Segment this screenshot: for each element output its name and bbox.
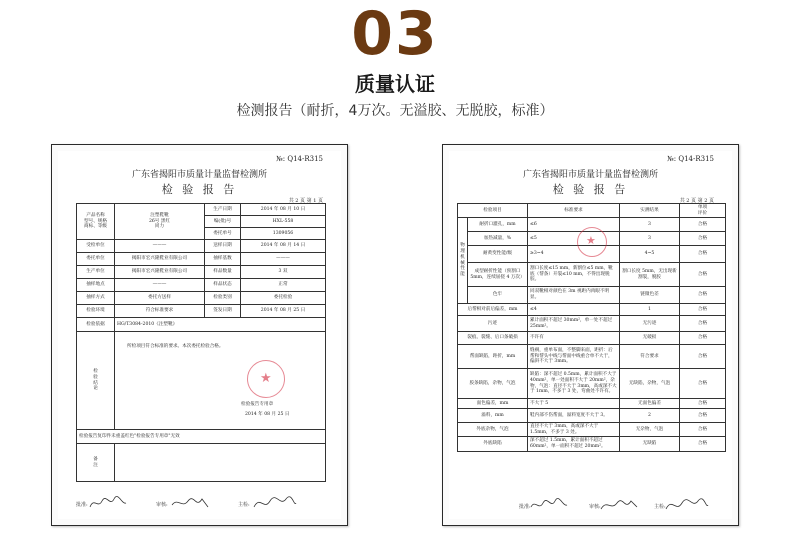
col-header-result: 实测结果 (620, 204, 680, 218)
eval-cell: 合格 (680, 437, 726, 452)
inspected-label: 受检单位 (77, 240, 115, 253)
inspection-stamp (247, 360, 285, 398)
result-cell: 无缺陷 (620, 437, 680, 452)
eval-cell: 合格 (680, 332, 726, 345)
eval-cell: 合格 (680, 409, 726, 423)
table-row (458, 409, 726, 423)
eval-cell: 合格 (680, 423, 726, 437)
issuing-organization: 广东省揭阳市质量计量监督检测所 (131, 170, 267, 180)
result-cell: 3 (620, 232, 680, 246)
item-cell: 加热减量，% (468, 232, 528, 246)
basis-value: HG/T3084-2010《注塑靴》 (115, 318, 326, 332)
eval-cell: 合格 (680, 345, 726, 369)
report-number: №: Q14-R315 (276, 155, 323, 163)
table-row (458, 332, 726, 345)
table-row (458, 399, 726, 409)
item-cell: 耐折口灌孔，mm (468, 218, 528, 232)
sampling-method-label: 抽样方式 (77, 292, 115, 305)
page-indicator: 共 2 页 第 2 页 (679, 198, 714, 204)
section-number: 03 (351, 0, 439, 69)
maker-label: 生产单位 (77, 266, 115, 279)
sample-date-label: 送样日期 (205, 240, 241, 253)
table-row (458, 369, 726, 399)
site-label: 抽样地点 (77, 279, 115, 292)
item-cell: 面色偏差，mm (458, 399, 528, 409)
remarks-value (115, 444, 326, 482)
env-value: 符合标准要求 (115, 305, 205, 318)
sample-state: 正常 (241, 279, 326, 292)
item-cell: 裂痕、裂缝、后口条破损 (458, 332, 528, 345)
requirement-cell: 累计面积不超过 30mm²，单一处不超过 25mm²。 (528, 316, 620, 332)
requirement-cell: 深不超过 1.5mm，累计面积不超过 60mm²，单一面积不超过 20mm²。 (528, 437, 620, 452)
result-cell: 无面色偏差 (620, 399, 680, 409)
item-cell: 外底杂物，气泡 (458, 423, 528, 437)
conclusion-label: 检 验 结 论 (77, 332, 115, 430)
eval-cell: 合格 (680, 304, 726, 316)
result-cell: 符合要求 (620, 345, 680, 369)
report-title: 检 验 报 告 (552, 183, 629, 196)
requirement-cell: ≤5 (528, 232, 620, 246)
sample-qty: 3 双 (241, 266, 326, 279)
report-number: №: Q14-R315 (667, 155, 714, 163)
requirement-cell: 同双靴相对颜色在 3m 视距内肉眼不明显。 (528, 287, 620, 304)
result-cell: 无缺陷，杂物，气泡 (620, 369, 680, 399)
col-header-requirement: 标准要求 (528, 204, 620, 218)
requirement-cell: 割口长度≤15 mm，新割位≤5 mm，靴底（帮条）开裂≤10 mm，不得出现脱胶。 (528, 263, 620, 287)
eval-cell: 合格 (680, 218, 726, 232)
eval-cell: 合格 (680, 232, 726, 246)
requirement-cell: 鞋内部不伤帮面，溢料宽度不大于 3。 (528, 409, 620, 423)
stamp-text: 检验报告专用章 (241, 402, 274, 407)
eval-cell: 合格 (680, 263, 726, 287)
product-value: 注塑鞋靴 26号 黑红 同力 (115, 204, 205, 240)
result-cell: 4~5 (620, 246, 680, 263)
copy-notice: 检验报告复印件未重盖红色"检验报告专用章"无效 (77, 430, 326, 444)
prod-date: 2014 年 08 月 10 日 (241, 204, 326, 216)
section-subtitle: 检测报告（耐折，4万次。无溢胶、无脱胶，标准） (236, 103, 554, 119)
stamp-date: 2014 年 08 月 25 日 (245, 412, 290, 417)
table-row (458, 423, 726, 437)
inspected-value: ——— (115, 240, 205, 253)
product-label: 产品名称 型号、规格 商标、等级 (77, 204, 115, 240)
result-cell: 无污迹 (620, 316, 680, 332)
table-row (458, 345, 726, 369)
basis-label: 检验依据 (77, 318, 115, 332)
prod-date-label: 生产日期 (205, 204, 241, 216)
report-page-1 (51, 144, 348, 526)
result-cell: 无破损 (620, 332, 680, 345)
site-value: ——— (115, 279, 205, 292)
item-cell: 溢料，mm (458, 409, 528, 423)
result-cell: 割口长度 5mm，无出现新割裂，脱胶 (620, 263, 680, 287)
reviewer-label: 审核: (589, 504, 601, 510)
entrust-no-label: 委托单号 (205, 228, 241, 240)
col-header-eval: 单项 评价 (680, 204, 726, 218)
requirement-cell: 直径不大于 3mm，高或深不大于 1.5mm，不多于 3 处。 (528, 423, 620, 437)
eval-cell: 合格 (680, 316, 726, 332)
group-label: 物 理 机 械 性 能 (458, 218, 468, 304)
report-title: 检 验 报 告 (161, 183, 238, 196)
sample-qty-label: 样品数量 (205, 266, 241, 279)
client-label: 委托单位 (77, 253, 115, 266)
requirement-cell: ≤6 (528, 218, 620, 232)
table-row (458, 316, 726, 332)
approver-label: 批准: (519, 504, 531, 510)
table-row (458, 437, 726, 452)
test-type: 委托检验 (241, 292, 326, 305)
table-row (458, 287, 726, 304)
sampling-method: 委托方送样 (115, 292, 205, 305)
result-cell: 2 (620, 409, 680, 423)
sample-state-label: 样品状态 (205, 279, 241, 292)
inspection-stamp (577, 227, 607, 257)
requirement-cell: 缝裥，重单布面，不整脚来面，距折：后帮和帮头中线与帮面中线重合单不大于，偏斜不大于 3mm。 (528, 345, 620, 369)
approver-signature (529, 497, 569, 513)
table-row (458, 304, 726, 316)
tester-label: 主检: (238, 502, 250, 508)
env-label: 检验环境 (77, 305, 115, 318)
approver-signature (88, 495, 128, 511)
requirement-cell: 不大于 5 (528, 399, 620, 409)
client-value: 揭阳市宏兴隆鞋业有限公司 (115, 253, 205, 266)
tester-signature (664, 497, 710, 513)
item-cell: 耐黄变性能/级 (468, 246, 528, 263)
reviewer-label: 审核: (156, 502, 168, 508)
stamp-star-icon: ★ (260, 371, 272, 386)
maker-value: 揭阳市宏兴隆鞋业有限公司 (115, 266, 205, 279)
item-cell: 帮面缺陷，距折，mm (458, 345, 528, 369)
eval-cell: 合格 (680, 246, 726, 263)
item-cell: 后帮相对前后偏差，mm (458, 304, 528, 316)
result-cell: 1 (620, 304, 680, 316)
reviewer-signature (599, 497, 639, 513)
conclusion-text: 所检项目符合标准的要求。本次委托检验合格。 (127, 344, 224, 349)
item-cell: 外底缺陷 (458, 437, 528, 452)
test-type-label: 检验类别 (205, 292, 241, 305)
requirement-cell: 缺陷：深不超过 0.5mm，累计面积不大于 40mm²，单一处面积不大于 20mm²，杂物，气泡：直径不大于 3mm，高或深不大于 1mm，不多于 3 处，弯曲处不许有。 (528, 369, 620, 399)
eval-cell: 合格 (680, 369, 726, 399)
stamp-star-icon: ★ (586, 234, 596, 247)
eval-cell: 合格 (680, 399, 726, 409)
sampling-base: ——— (241, 253, 326, 266)
sample-date: 2014 年 08 月 14 日 (241, 240, 326, 253)
requirement-cell: ≤4 (528, 304, 620, 316)
requirement-cell: 不许有 (528, 332, 620, 345)
tester-signature (252, 495, 298, 511)
requirement-cell: ≥3~4 (528, 246, 620, 263)
approver-label: 批准: (76, 502, 88, 508)
entrust-no: 1309056 (241, 228, 326, 240)
eval-cell: 合格 (680, 287, 726, 304)
result-cell: 无杂物，气泡 (620, 423, 680, 437)
issuing-organization: 广东省揭阳市质量计量监督检测所 (522, 170, 658, 180)
issue-date-label: 签发日期 (205, 305, 241, 318)
tester-label: 主检: (654, 504, 666, 510)
item-cell: 成型耐折性能（预割口 5mm，连续屈挠 4 万次） (468, 263, 528, 287)
table-row (458, 263, 726, 287)
report-page-2 (442, 144, 739, 526)
item-cell: 色牢 (468, 287, 528, 304)
issue-date: 2014 年 08 月 25 日 (241, 305, 326, 318)
result-cell: 链微色差 (620, 287, 680, 304)
col-header-item: 检验项目 (458, 204, 528, 218)
item-cell: 污迹 (458, 316, 528, 332)
serial-value: HXL-558 (241, 216, 326, 228)
serial-label: 编(批)号 (205, 216, 241, 228)
report-info-table (76, 203, 326, 482)
section-title: 质量认证 (355, 72, 435, 96)
sampling-base-label: 抽样基数 (205, 253, 241, 266)
remarks-label: 备 注 (77, 444, 115, 482)
page-indicator: 共 2 页 第 1 页 (288, 198, 323, 204)
result-cell: 3 (620, 218, 680, 232)
reviewer-signature (170, 495, 210, 511)
item-cell: 胶条缺陷，杂物，气泡 (458, 369, 528, 399)
